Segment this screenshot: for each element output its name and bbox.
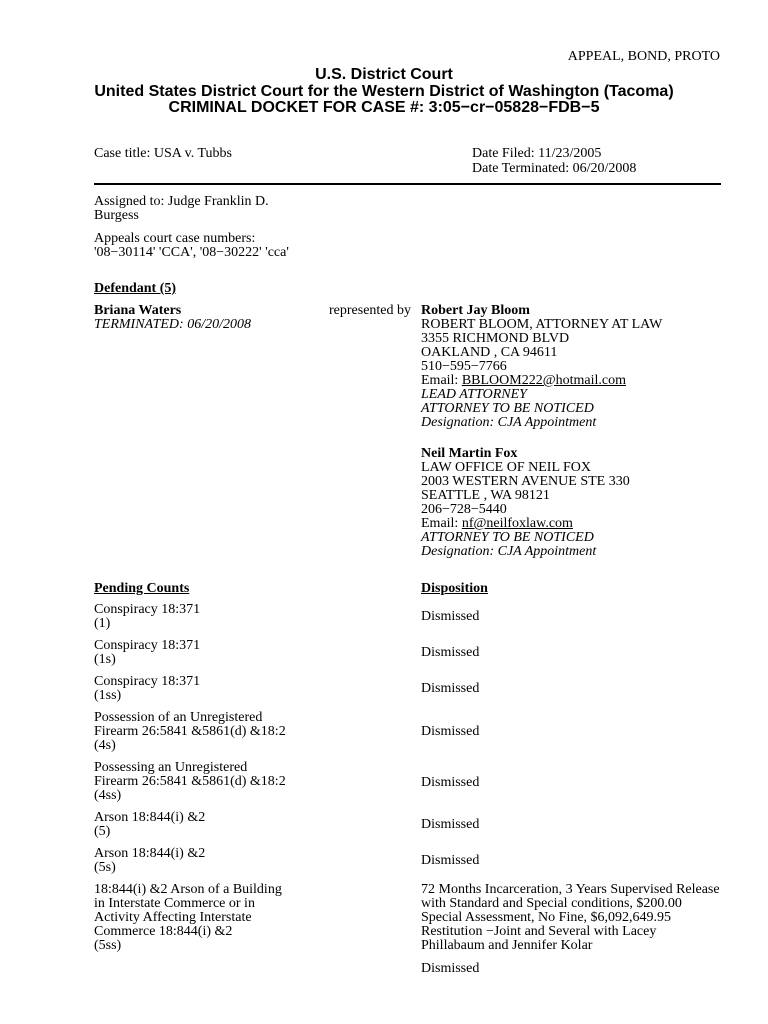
count-text: Commerce 18:844(i) &2 (94, 924, 233, 939)
email-label: Email: (421, 516, 462, 531)
sentence-line: Restitution −Joint and Several with Lacey (421, 924, 657, 939)
appeals-line-2: '08−30114' 'CCA', '08−30222' 'cca' (94, 245, 289, 260)
header-divider (94, 183, 721, 185)
attorney-designation: Designation: CJA Appointment (421, 415, 597, 430)
count-number: (5s) (94, 860, 116, 875)
attorney-firm: LAW OFFICE OF NEIL FOX (421, 460, 591, 475)
defendant-heading: Defendant (5) (94, 281, 177, 296)
count-row (94, 675, 200, 703)
count-disposition: Dismissed (421, 609, 480, 624)
attorney-role: LEAD ATTORNEY (421, 387, 527, 402)
count-text: Conspiracy 18:371 (94, 638, 201, 653)
date-terminated: Date Terminated: 06/20/2008 (472, 161, 637, 176)
count-row (94, 603, 200, 631)
count-number: (1) (94, 616, 111, 631)
count-row (94, 883, 282, 953)
defendant-name: Briana Waters (94, 303, 182, 318)
docket-title: CRIMINAL DOCKET FOR CASE #: 3:05−cr−05828−FDB−5 (168, 99, 600, 116)
defendant-status: TERMINATED: 06/20/2008 (94, 317, 251, 332)
count-number: (4s) (94, 738, 116, 753)
appeals-numbers (94, 232, 289, 260)
count-text: Firearm 26:5841 &5861(d) &18:2 (94, 724, 286, 739)
attorney-designation: Designation: CJA Appointment (421, 544, 597, 559)
case-flags: APPEAL, BOND, PROTO (567, 49, 720, 64)
sentence-line: Special Assessment, No Fine, $6,092,649.95 (421, 910, 672, 925)
count-row (94, 847, 205, 875)
attorney-address: 2003 WESTERN AVENUE STE 330 (421, 474, 630, 489)
count-number: (1s) (94, 652, 116, 667)
count-disposition: Dismissed (421, 724, 480, 739)
case-title: Case title: USA v. Tubbs (94, 146, 232, 161)
email-label: Email: (421, 373, 462, 388)
attorney-city: OAKLAND , CA 94611 (421, 345, 558, 360)
count-text: Arson 18:844(i) &2 (94, 810, 206, 825)
count-text: 18:844(i) &2 Arson of a Building (94, 882, 282, 897)
count-text: Conspiracy 18:371 (94, 674, 201, 689)
attorney-firm: ROBERT BLOOM, ATTORNEY AT LAW (421, 317, 663, 332)
attorney-role: ATTORNEY TO BE NOTICED (421, 530, 594, 545)
count-disposition: Dismissed (421, 775, 480, 790)
date-filed: Date Filed: 11/23/2005 (472, 146, 602, 161)
count-row (94, 711, 286, 753)
sentence-line: 72 Months Incarceration, 3 Years Supervised Release (421, 882, 720, 897)
count-text: Possession of an Unregistered (94, 710, 263, 725)
count-row (94, 639, 200, 667)
attorney-name: Robert Jay Bloom (421, 303, 530, 318)
attorney-block (421, 304, 662, 430)
court-name: U.S. District Court (315, 66, 453, 83)
attorney-phone: 206−728−5440 (421, 502, 507, 517)
attorney-address: 3355 RICHMOND BLVD (421, 331, 570, 346)
attorney-email-row (421, 517, 630, 531)
count-text: Activity Affecting Interstate (94, 910, 252, 925)
count-text: Possessing an Unregistered (94, 760, 248, 775)
assigned-line-1: Assigned to: Judge Franklin D. (94, 194, 269, 209)
count-row (94, 761, 286, 803)
count-disposition: Dismissed (421, 645, 480, 660)
count-number: (5ss) (94, 938, 122, 953)
attorney-phone: 510−595−7766 (421, 359, 507, 374)
count-text: Firearm 26:5841 &5861(d) &18:2 (94, 774, 286, 789)
assigned-line-2: Burgess (94, 208, 139, 223)
sentence-line: with Standard and Special conditions, $200.00 (421, 896, 682, 911)
count-disposition: Dismissed (421, 681, 480, 696)
represented-by: represented by (329, 303, 412, 318)
count-number: (5) (94, 824, 111, 839)
count-number: (4ss) (94, 788, 122, 803)
attorney-email-row (421, 374, 662, 388)
count-text: Conspiracy 18:371 (94, 602, 201, 617)
count-disposition: Dismissed (421, 853, 480, 868)
attorney-city: SEATTLE , WA 98121 (421, 488, 550, 503)
count-row (94, 811, 205, 839)
attorney-email-link[interactable]: BBLOOM222@hotmail.com (461, 373, 626, 388)
district-name: United States District Court for the Western District of Washington (Tacoma) (94, 83, 674, 100)
attorney-block (421, 447, 630, 559)
pending-counts-heading: Pending Counts (94, 581, 190, 596)
count-number: (1ss) (94, 688, 122, 703)
sentence-disposition (421, 883, 720, 953)
attorney-email-link[interactable]: nf@neilfoxlaw.com (461, 516, 573, 531)
count-disposition: Dismissed (421, 961, 480, 976)
count-text: in Interstate Commerce or in (94, 896, 255, 911)
disposition-heading: Disposition (421, 581, 488, 596)
attorney-role: ATTORNEY TO BE NOTICED (421, 401, 594, 416)
count-text: Arson 18:844(i) &2 (94, 846, 206, 861)
sentence-line: Phillabaum and Jennifer Kolar (421, 938, 593, 953)
attorney-name: Neil Martin Fox (421, 446, 518, 461)
assigned-judge (94, 195, 269, 223)
count-disposition: Dismissed (421, 817, 480, 832)
appeals-line-1: Appeals court case numbers: (94, 231, 256, 246)
